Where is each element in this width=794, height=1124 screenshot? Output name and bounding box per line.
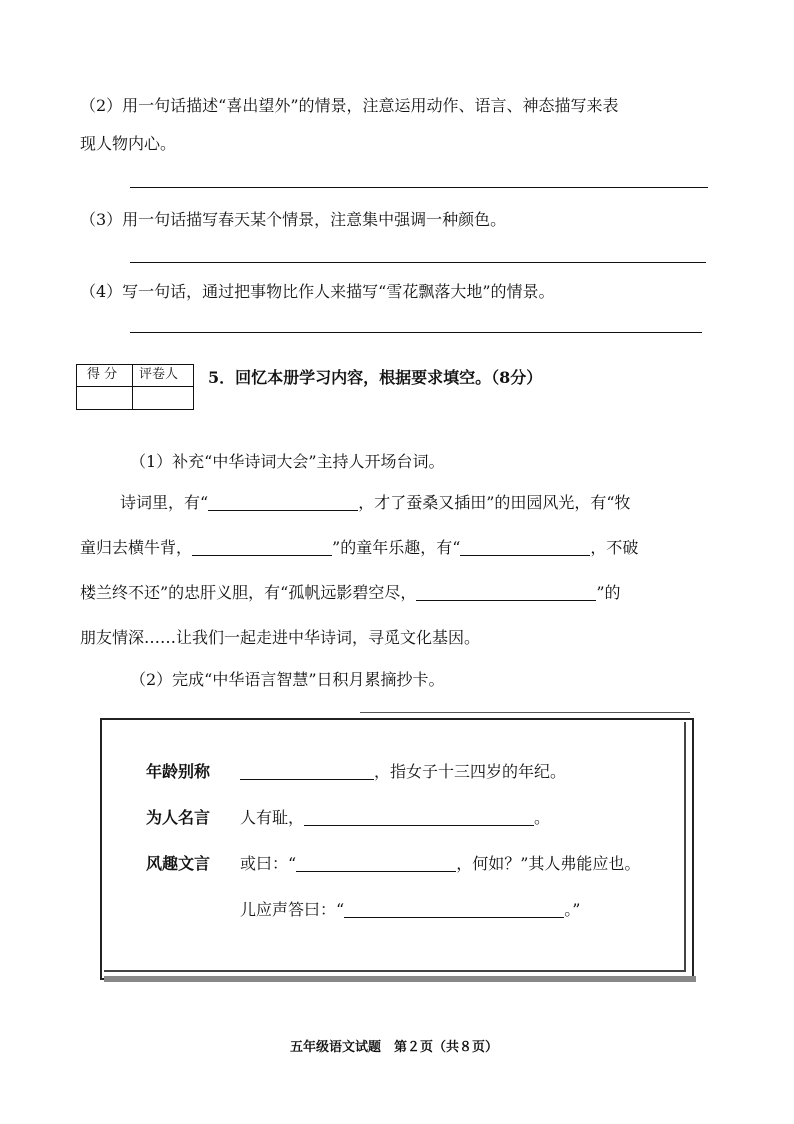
card-row4 xyxy=(240,900,580,920)
section5-title: 5．回忆本册学习内容，根据要求填空。（8分） xyxy=(208,368,543,387)
q3-text: （3）用一句话描写春天某个情景，注意集中强调一种颜色。 xyxy=(80,210,507,229)
part1-l1a: 诗词里，有“ xyxy=(120,493,209,512)
blank-1[interactable] xyxy=(208,494,358,511)
card-row3-pre: 或曰：“ xyxy=(240,854,297,873)
q2-line1: （2）用一句话描述“喜出望外”的情景，注意运用动作、语言、神态描写来表 xyxy=(80,96,619,115)
page-footer: 五年级语文试题 第２页（共８页） xyxy=(290,1040,499,1055)
blank-7[interactable] xyxy=(296,855,456,872)
card-row3-label: 风趣文言 xyxy=(146,854,211,873)
card-row1 xyxy=(240,762,566,782)
part1-line1 xyxy=(120,493,631,513)
part1-l3b: ”的 xyxy=(596,583,621,602)
card-row4-pre: 儿应声答曰：“ xyxy=(240,900,345,919)
blank-5[interactable] xyxy=(240,763,374,780)
card-row1-text: ，指女子十三四岁的年纪。 xyxy=(374,762,567,781)
card-row2-label: 为人名言 xyxy=(146,808,211,827)
card-row4-post: 。” xyxy=(564,900,581,919)
part1-line4: 朋友情深……让我们一起走进中华诗词，寻觅文化基因。 xyxy=(80,628,481,647)
part1-l3a: 楼兰终不还”的忠肝义胆，有“孤帆远影碧空尽， xyxy=(80,583,417,602)
q4-answer-line[interactable] xyxy=(130,332,702,333)
score-table xyxy=(76,364,194,410)
card-row2-pre: 人有耻， xyxy=(240,808,305,827)
card-row2-post: 。 xyxy=(534,808,551,827)
part1-l2a: 童归去横牛背， xyxy=(80,538,193,557)
part1-line3 xyxy=(80,583,621,603)
part2-heading: （2）完成“中华语言智慧”日积月累摘抄卡。 xyxy=(130,670,445,689)
q2-line2: 现人物内心。 xyxy=(80,134,177,153)
score-table-divider xyxy=(132,365,133,409)
part1-l2c: ，不破 xyxy=(590,538,639,557)
q3-answer-line[interactable] xyxy=(130,262,706,263)
score-table-row-divider xyxy=(77,386,193,387)
score-label: 得 分 xyxy=(87,367,118,382)
card-row3 xyxy=(240,854,640,874)
blank-8[interactable] xyxy=(344,901,564,918)
q2-answer-line[interactable] xyxy=(130,187,708,188)
blank-6[interactable] xyxy=(304,809,534,826)
blank-2[interactable] xyxy=(192,539,332,556)
part1-line2 xyxy=(80,538,638,558)
card-top-edge xyxy=(360,712,690,713)
part1-heading: （1）补充“中华诗词大会”主持人开场台词。 xyxy=(130,452,445,471)
card-row3-post: ，何如？”其人弗能应也。 xyxy=(456,854,641,873)
blank-4[interactable] xyxy=(416,584,596,601)
card-row2 xyxy=(240,808,550,828)
part1-l2b: ”的童年乐趣，有“ xyxy=(332,538,461,557)
blank-3[interactable] xyxy=(460,539,590,556)
card-row1-label: 年龄别称 xyxy=(146,762,211,781)
q4-text: （4）写一句话，通过把事物比作人来描写“雪花飘落大地”的情景。 xyxy=(80,282,555,301)
grader-label: 评卷人 xyxy=(139,367,179,382)
excerpt-card-inner xyxy=(104,722,686,972)
excerpt-card-shadow xyxy=(104,976,696,982)
part1-l1b: ，才了蚕桑又插田”的田园风光，有“牧 xyxy=(358,493,631,512)
